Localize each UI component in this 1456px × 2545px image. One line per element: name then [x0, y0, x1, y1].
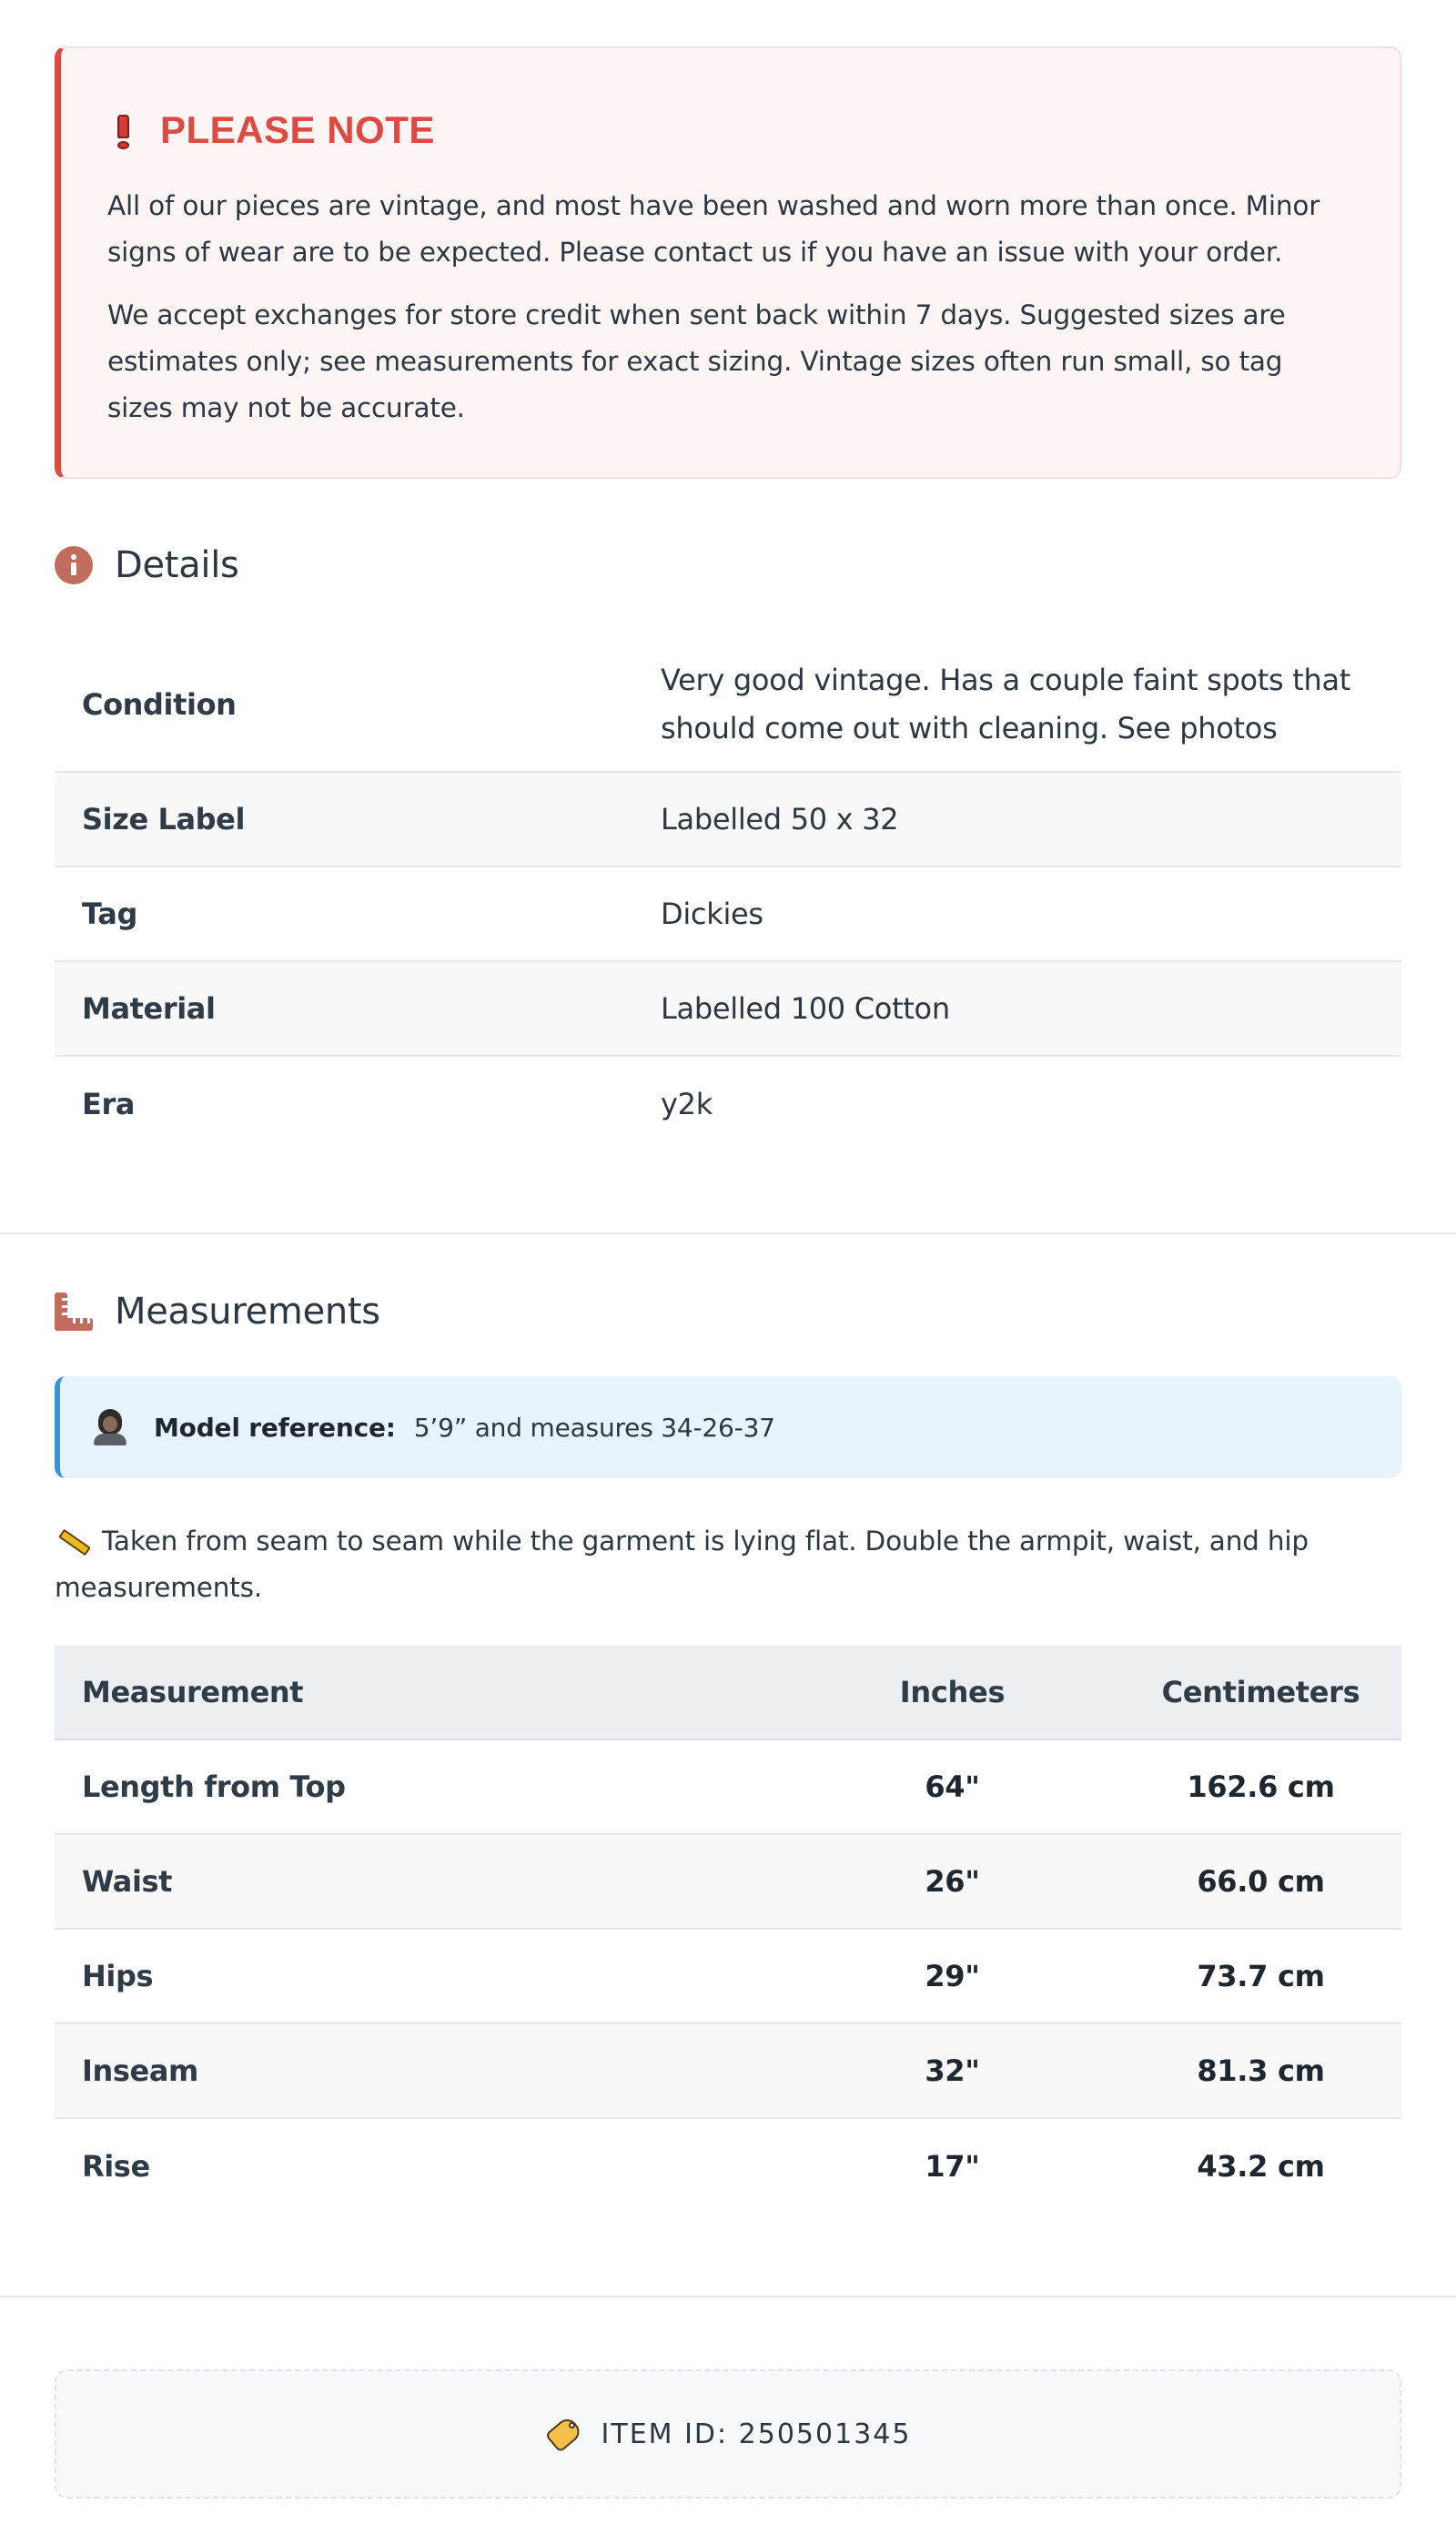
detail-label: Tag — [82, 897, 138, 931]
measurement-name: Length from Top — [82, 1769, 346, 1804]
detail-label: Material — [82, 991, 216, 1026]
table-row — [55, 2119, 1401, 2214]
detail-value: Very good vintage. Has a couple faint spots that should come out with cleaning. See photos — [661, 662, 1351, 745]
exclamation-icon — [107, 112, 142, 148]
please-note-box — [55, 46, 1401, 479]
table-row — [55, 1835, 1401, 1930]
measurement-inches: 26" — [925, 1864, 980, 1899]
table-row — [55, 1057, 1401, 1151]
model-reference-label: Model reference: — [154, 1412, 396, 1443]
detail-value: Labelled 100 Cotton — [661, 990, 950, 1026]
measurement-cm: 81.3 cm — [1197, 2053, 1325, 2088]
measurements-table — [55, 1646, 1401, 2214]
model-reference-box — [55, 1376, 1401, 1478]
column-header-measurement: Measurement — [82, 1675, 304, 1709]
table-row — [55, 1930, 1401, 2024]
ruler-icon — [55, 1293, 93, 1331]
model-reference-value: 5’9” and measures 34-26-37 — [413, 1412, 775, 1443]
measurement-name: Hips — [82, 1959, 154, 1993]
item-id-box — [55, 2369, 1401, 2499]
table-row — [55, 867, 1401, 962]
details-table — [55, 637, 1401, 1151]
detail-label: Size Label — [82, 802, 246, 837]
note-paragraph: We accept exchanges for store credit when sent back within 7 days. Suggested sizes are estimates only; see measurements for exact sizing. Vintage sizes often run small, so tag sizes may not be accurate. — [107, 299, 1286, 423]
column-header-inches: Inches — [899, 1675, 1006, 1709]
section-divider — [0, 1232, 1456, 1234]
detail-label: Condition — [82, 686, 237, 722]
tag-icon — [545, 2415, 583, 2453]
info-icon — [55, 546, 93, 584]
measurements-heading — [55, 1291, 380, 1333]
table-header-row — [55, 1646, 1401, 1740]
person-icon — [94, 1409, 126, 1445]
measurement-note — [55, 1518, 1365, 1611]
details-title: Details — [115, 544, 239, 586]
details-heading — [55, 544, 239, 586]
measurement-inches: 32" — [925, 2053, 980, 2088]
measurement-cm: 43.2 cm — [1197, 2149, 1325, 2184]
measurement-name: Waist — [82, 1864, 173, 1899]
note-paragraph: All of our pieces are vintage, and most have been washed and worn more than once. Minor signs of wear are to be expected. Please contact us if you have an issue with your order. — [107, 190, 1320, 268]
note-title: PLEASE NOTE — [160, 108, 435, 151]
item-id-label: ITEM ID: 250501345 — [601, 2418, 912, 2450]
table-row — [55, 1740, 1401, 1835]
section-divider — [0, 2296, 1456, 2297]
measurement-name: Inseam — [82, 2053, 198, 2088]
note-header — [107, 103, 1352, 157]
detail-value: Labelled 50 x 32 — [661, 801, 899, 837]
measurement-cm: 162.6 cm — [1187, 1769, 1335, 1804]
table-row — [55, 962, 1401, 1057]
detail-value: Dickies — [661, 896, 763, 931]
detail-label: Era — [82, 1087, 136, 1121]
measurement-note-text: Taken from seam to seam while the garment is lying flat. Double the armpit, waist, and hip measurements. — [55, 1526, 1309, 1603]
table-row — [55, 773, 1401, 867]
detail-value: y2k — [661, 1086, 713, 1121]
measurements-title: Measurements — [115, 1291, 380, 1333]
measurement-inches: 29" — [925, 1959, 980, 1993]
pencil-icon — [55, 1529, 91, 1553]
measurement-inches: 17" — [925, 2149, 980, 2184]
measurement-cm: 73.7 cm — [1197, 1959, 1325, 1993]
measurement-name: Rise — [82, 2149, 150, 2184]
measurement-inches: 64" — [925, 1769, 980, 1804]
measurement-cm: 66.0 cm — [1197, 1864, 1325, 1899]
column-header-centimeters: Centimeters — [1161, 1675, 1360, 1709]
table-row — [55, 2024, 1401, 2119]
table-row — [55, 637, 1401, 773]
